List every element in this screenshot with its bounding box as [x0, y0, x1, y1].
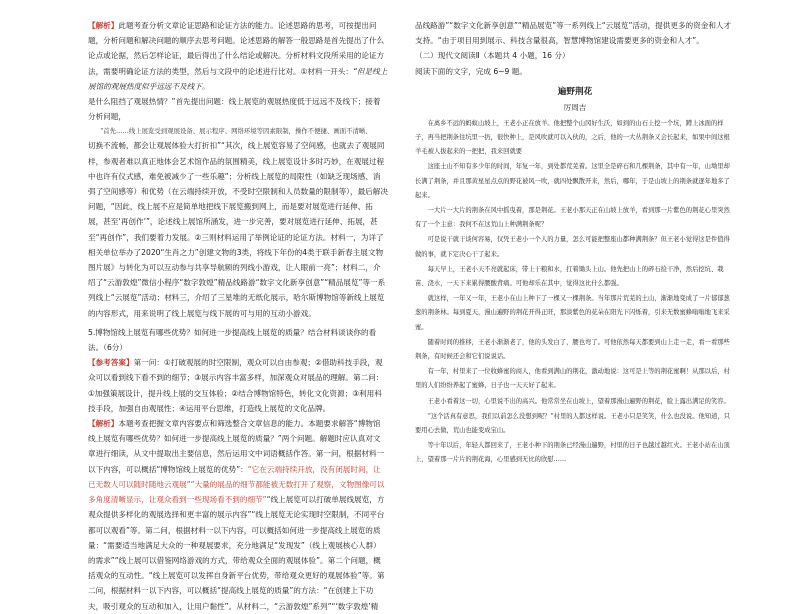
- story-paragraph: 一大片一大片的荆条在风中摇曳着，那是荆花。王老小那天正在山坡上放羊，看到那一片紫色的荆花心里突然有了一个主意：我何不在这荒山上种满荆条呢？: [415, 207, 730, 229]
- analysis-paragraph-2: [88, 416, 388, 614]
- answer-text: 第一问：①打破观展的时空限制，观众可以自由参观；②借助科技手段，观众可以看到线下看不到的细节；③展示内容丰富多样，加深观众对展品的理解。第二问：①加强策展设计，提升线上展的交互体验；②结合博物馆特色，转化文化资源；③利用科技手段，加强自由观展性；④运用平台思维，打造线上展览的文化品牌。: [88, 358, 384, 413]
- quote-text: “但是线上展馆的观展热度似乎远远不及线下。: [88, 66, 388, 91]
- analysis2-quote: “它在云端持续开放，没有闭展时间，让已无数人可以随时随地云观展”“大量的展品的细节都能被无数打开了观察，文物图像可以多角度清晰显示，让观众看到一些现场看不到的细节”: [88, 464, 385, 505]
- story-paragraph: 在离乡不远的蚂蚁山坡上，王老小正在放羊。他把整个山冈好生沃，如到的山石上挖一个坑，蹲上冰面的样子，再当把荆条往坑里一扔，很快种上，是风吹就可以入伙的，之后，他的一大丛荆条又会长起来，如果中间这根羊毛被人拔起来的一把把，我来回就要: [415, 119, 730, 156]
- story-author: 厉周吉: [563, 102, 587, 112]
- story-title: 遍野荆花: [557, 86, 593, 97]
- analysis-text-a: 此题考查分析文章论证思路和论证方法的能力。论述思路的思考，可按提出问题，分析问题和解决问题的顺序去思考问题。论述思路的解答一般思路是首先提出了什么论点或论据，然后怎样论证，最后得出了什么结论或解决。分析材料文段所采用的论证方法，需要明确论证方法的类型，然后与文段中的论述进行比对。①材料一开头：: [88, 21, 385, 76]
- story-paragraph: 有一年，村里来了一位收蜂蜜的商人，他看到满山的荆花，激动地说：这可是上等的荆花蜜啊！从那以后，村里的人们纷纷养起了蜜蜂，日子也一天天好了起来。: [415, 368, 730, 390]
- story-paragraph: 可是说干就干谈何容易，仅凭王老小一个人的力量，怎么可能把整座山都种满荆条？但王老小觉得这是件值得做的事，就下定决心干了起来。: [415, 236, 730, 258]
- analysis-paragraph-1: [88, 18, 388, 321]
- right-intro: 品线路游”“数字文化新享创意”“精品展览”等一系列线上“云展览”活动，提供更多的资金和人才支持。“由于项目用到展示、科技含量很高，智慧博物馆建设需要更多的资金和人才”。: [415, 21, 732, 46]
- story-paragraph: “这个活真有意思，我们以前怎么没想到呢？”村里的人都这样说。王老小只是笑笑，什么也没说。他知道，只要用心去做，荒山也能变成宝山。: [415, 412, 730, 435]
- answer-tag: 【参考答案】: [88, 358, 134, 368]
- story-paragraph: 每天早上，王老小天不亮就起床，带上干粮和水，扛着锄头上山。他先把山上的碎石捡干净，然后挖坑、栽苗、浇水，一天下来累得腰酸背痛。可他却乐在其中，觉得这比什么都强。: [415, 265, 724, 288]
- quote-block: “首先……线上展览受到观展设备、展示程序、网络环境等因素限制，操作不便捷、画面不清晰、: [100, 127, 372, 136]
- story-paragraph: 随着时间的推移，王老小渐渐老了，他的头发白了，腰也弯了。可他依然每天都要到山上走一走，看一看那些荆条，有时候还会和它们说说话。: [415, 338, 730, 361]
- reading-instruction: 阅读下面的文字，完成 6~9 题。: [415, 66, 527, 76]
- story-paragraph: 就这样，一年又一年，王老小在山上种下了一棵又一棵荆条。当年那片荒芜的土山，渐渐地变成了一片郁郁葱葱的荆条林。每到夏天，漫山遍野的荆花开得正旺，那淡紫色的花朵在阳光下闪烁着，引来无数蜜蜂嗡嗡地飞来采蜜。: [415, 295, 730, 331]
- analysis-tag: 【解析】: [88, 21, 119, 30]
- question-5: [88, 325, 388, 355]
- right-column: [415, 18, 735, 468]
- question-text: 博物馆线上展览有哪些优势？如何进一步提高线上展览的质量？结合材料谈谈你的看法。（6分）: [88, 327, 377, 353]
- reference-answer: [88, 355, 388, 416]
- analysis-text-c: 切换不流畅，都会让观展体验大打折扣”“其次，线上展览容易了空间感，也就去了观展同样，参观者难以真正地体会艺术馆作品的氛围精美，线上展览设计多时巧妙，在观展过程中也许有仪式感，难免被减少了一些乐趣”；分析线上展览的局限性（如缺乏现场感、消弭了空间感等）和优势（在云端持续开放，不受时空限制和人员数量的限制等），最后解决问题，“因此，线上展不应是简单地把线下展览搬到网上，而是要对展览进行延伸、拓展，甚至‘再创作’”，论述线上展馆所涵发，: [88, 141, 388, 227]
- section-heading: （二）现代文阅读Ⅱ（本题共 4 小题，16 分）: [415, 51, 570, 61]
- story-paragraph: 这座土山不知有多少年的时间，年复一年，到处都荒芜着。这里全是碎石和几棵荆条，其中有一年，山坳里却长满了荆条，并且那黄星星点点的野花被风一吹，就四处飘散开来，然后，哪年，于是山坡上的荆条就逐年地多了起来。: [415, 163, 730, 199]
- analysis-text-b: 是什么阻挡了观展热情？”首先提出问题：线上展览的观展热度低于远远不及线下；接着分析问题，: [88, 97, 381, 122]
- question-number: 5.: [88, 327, 96, 337]
- analysis-tag-2: 【解析】: [88, 419, 119, 429]
- analysis2-text-a: 本题考查把握文章内容要点和筛选整合文章信息的能力。本题要求解答“博物馆线上展览有哪些优势？如何进一步提高线上展览的质量？”两个问题。解题时应认真对文章进行细读，从文中提取出主要信息，然后运用文中词语概括作答。第一问，根据材料一以下内容，可以概括“博物馆线上展览的优势”：: [88, 419, 385, 474]
- left-column: [88, 18, 388, 614]
- story-paragraph: 王老小看着这一切，心里说不出的高兴。他常常坐在山坡上，望着那漫山遍野的荆花，脸上露出满足的笑容。: [427, 397, 730, 405]
- story-paragraph: 等十年以后，年轻人都回来了，王老小种下的荆条已经漫山遍野，村里的日子也越过越红火。王老小站在山顶上，望着那一片片的荆花海，心里感到无比的欣慰……: [415, 442, 730, 464]
- analysis-text-d: 进一步完善，要对展览进行延伸、拓展，甚至“再创作”，我们要着力发展。②三则材料运用了举例论证的论证方法。材料一，为详了相关单位举办了2020“生肖之力”创建文物的3类，将线下年份的4类于联手新春主展文物图片展》与转化为可以互动参与共享导航频的列线小游戏，让人眼前一亮”；材料二，介绍了“云游敦煌”微信小程序“数字敦煌”精品线路游“数字文化新享创意”“精品展览”等一系列线上“云展览”活动；材料三，介绍了三星堆的无纸化展示，哈尔斯博物馆等新线上展览的内容形式，用来说明了线上展览与线下展的可与用的互动小游戏。: [88, 217, 386, 318]
- analysis2-text-b: “线上展览可以打破单展线展览，方观众提供多样化的观展选择和更丰富的展示内容”“线上展览无论实现时空限制，不同平台都可以观看”等。第二问，根据材料一以下内容，可以概括如何进一步提高线上展览的质量：“需要适当地满足大众的一种观展要求，充分地满足“发现发”（线上观展核心人群）的需求”“线上展可以借鉴网络游戏的方式，带给观众全面的观展体验”。第二个问题，概括观众的互动性。“线上展览可以发挥自身新平台优势，带给观众更好的观展体验”等。第二问，根据材料一以下内容，可以概括“提高线上展览的质量”的方法：“在创建上下功夫，吸引观众的互动和加入，让用户黏性”。从材料二，“云游敦煌”系列”“‘数字敦煌’精: [88, 495, 385, 611]
